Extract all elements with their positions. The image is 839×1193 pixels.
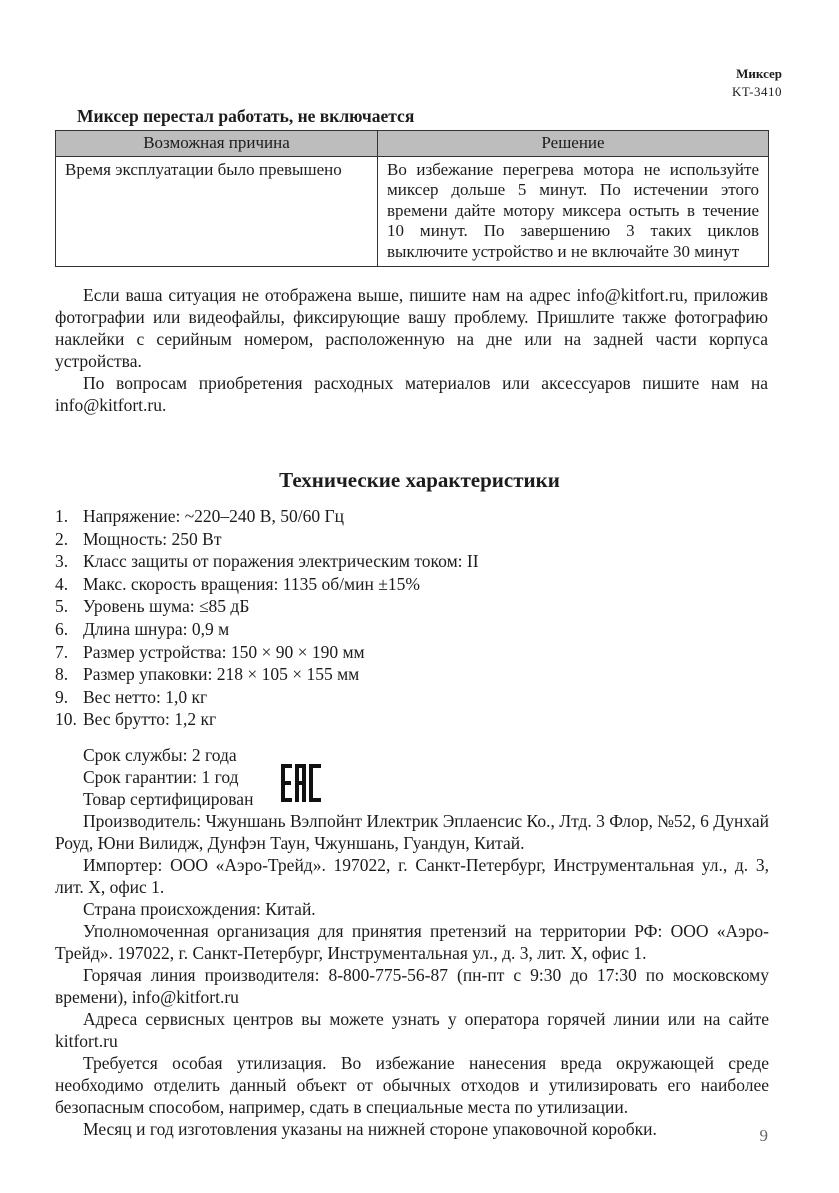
page-number: 9 (759, 1126, 768, 1145)
spec-number: 8. (55, 664, 69, 685)
specs-list (55, 505, 769, 731)
service-centers: Адреса сервисных центров вы можете узнать у оператора горячей линии или на сайте kitfort.ru (55, 1009, 769, 1051)
origin: Страна происхождения: Китай. (83, 899, 316, 919)
contact-paragraph: Если ваша ситуация не отображена выше, пишите нам на адрес info@kitfort.ru, приложив фотографии или видеофайлы, фиксирующие вашу проблему. Пришлите также фотографию наклейки с серийным номером, расположенную на дне или на задней части корпуса устройства. (55, 285, 768, 371)
column-header-solution: Решение (378, 131, 769, 157)
header-model-code: KT-3410 (732, 84, 782, 99)
spec-text: Размер устройства: 150 × 90 × 190 мм (83, 641, 365, 662)
header-model: Миксер (736, 66, 782, 81)
spec-text: Вес брутто: 1,2 кг (83, 709, 217, 730)
troubleshooting-table (55, 130, 769, 267)
authorized-organization: Уполномоченная организация для принятия претензий на территории РФ: ООО «Аэро-Трейд». 197022, г. Санкт-Петербург, Инструментальная ул., д. 3, лит. Х, офис 1. (55, 921, 769, 963)
spec-text: Вес нетто: 1,0 кг (83, 686, 208, 707)
hotline: Горячая линия производителя: 8-800-775-56-87 (пн-пт с 9:30 до 17:30 по московскому времени), info@kitfort.ru (55, 965, 769, 1007)
spec-item (55, 595, 769, 618)
spec-text: Уровень шума: ≤85 дБ (83, 596, 250, 617)
spec-number: 7. (55, 641, 69, 662)
table-header-row (56, 131, 769, 157)
spec-item (55, 505, 769, 528)
spec-text: Макс. скорость вращения: 1135 об/мин ±15% (83, 573, 420, 594)
manufacture-date: Месяц и год изготовления указаны на нижней стороне упаковочной коробки. (83, 1119, 657, 1139)
manufacturer: Производитель: Чжуншань Вэлпойнт Илектрик Эплаенсис Ко., Лтд. 3 Флор, №52, 6 Дунхай Роуд, Юни Вилидж, Дунфэн Таун, Чжуншань, Гуандун, Китай. (55, 811, 769, 853)
spec-number: 3. (55, 551, 69, 572)
spec-text: Мощность: 250 Вт (83, 528, 222, 549)
column-header-cause: Возможная причина (56, 131, 378, 157)
importer: Импортер: ООО «Аэро-Трейд». 197022, г. Санкт-Петербург, Инструментальная ул., д. 3, лит. Х, офис 1. (55, 855, 769, 897)
spec-item (55, 663, 769, 686)
spec-text: Напряжение: ~220–240 В, 50/60 Гц (83, 506, 344, 526)
spec-item (55, 573, 769, 596)
spec-item (55, 618, 769, 641)
eac-mark-icon (281, 764, 321, 802)
spec-text: Длина шнура: 0,9 м (83, 618, 230, 639)
accessories-paragraph: По вопросам приобретения расходных материалов или аксессуаров пишите нам на info@kitfort.ru. (55, 373, 768, 415)
service-life: Срок службы: 2 года (83, 745, 237, 765)
spec-number: 9. (55, 686, 69, 707)
solution-cell: Во избежание перегрева мотора не используйте миксер дольше 5 минут. По истечении этого времени дайте мотору миксера остыть в течение 10 минут. По завершению 3 таких циклов выключите устройство и не включайте 30 минут (378, 156, 769, 267)
table-row (56, 156, 769, 267)
spec-number: 5. (55, 596, 69, 617)
spec-item (55, 528, 769, 551)
spec-number: 6. (55, 618, 69, 639)
spec-number: 1. (55, 506, 69, 526)
troubleshooting-title: Миксер перестал работать, не включается (77, 106, 415, 126)
spec-item (55, 550, 769, 573)
spec-number: 10. (55, 709, 77, 730)
spec-text: Размер упаковки: 218 × 105 × 155 мм (83, 664, 360, 685)
info-section (55, 744, 769, 1140)
specs-title: Технические характеристики (279, 468, 560, 492)
contact-section (55, 284, 768, 416)
spec-item (55, 641, 769, 664)
spec-text: Класс защиты от поражения электрическим током: II (83, 551, 479, 572)
cause-cell: Время эксплуатации было превышено (56, 156, 378, 267)
spec-number: 2. (55, 528, 69, 549)
disposal: Требуется особая утилизация. Во избежание нанесения вреда окружающей среде необходимо отделить данный объект от обычных отходов и утилизировать его наиболее безопасным способом, например, сдать в специальные места по утилизации. (55, 1053, 769, 1117)
certified: Товар сертифицирован (83, 789, 254, 809)
spec-number: 4. (55, 573, 69, 594)
spec-item (55, 686, 769, 709)
warranty: Срок гарантии: 1 год (83, 767, 239, 787)
spec-item (55, 708, 769, 731)
